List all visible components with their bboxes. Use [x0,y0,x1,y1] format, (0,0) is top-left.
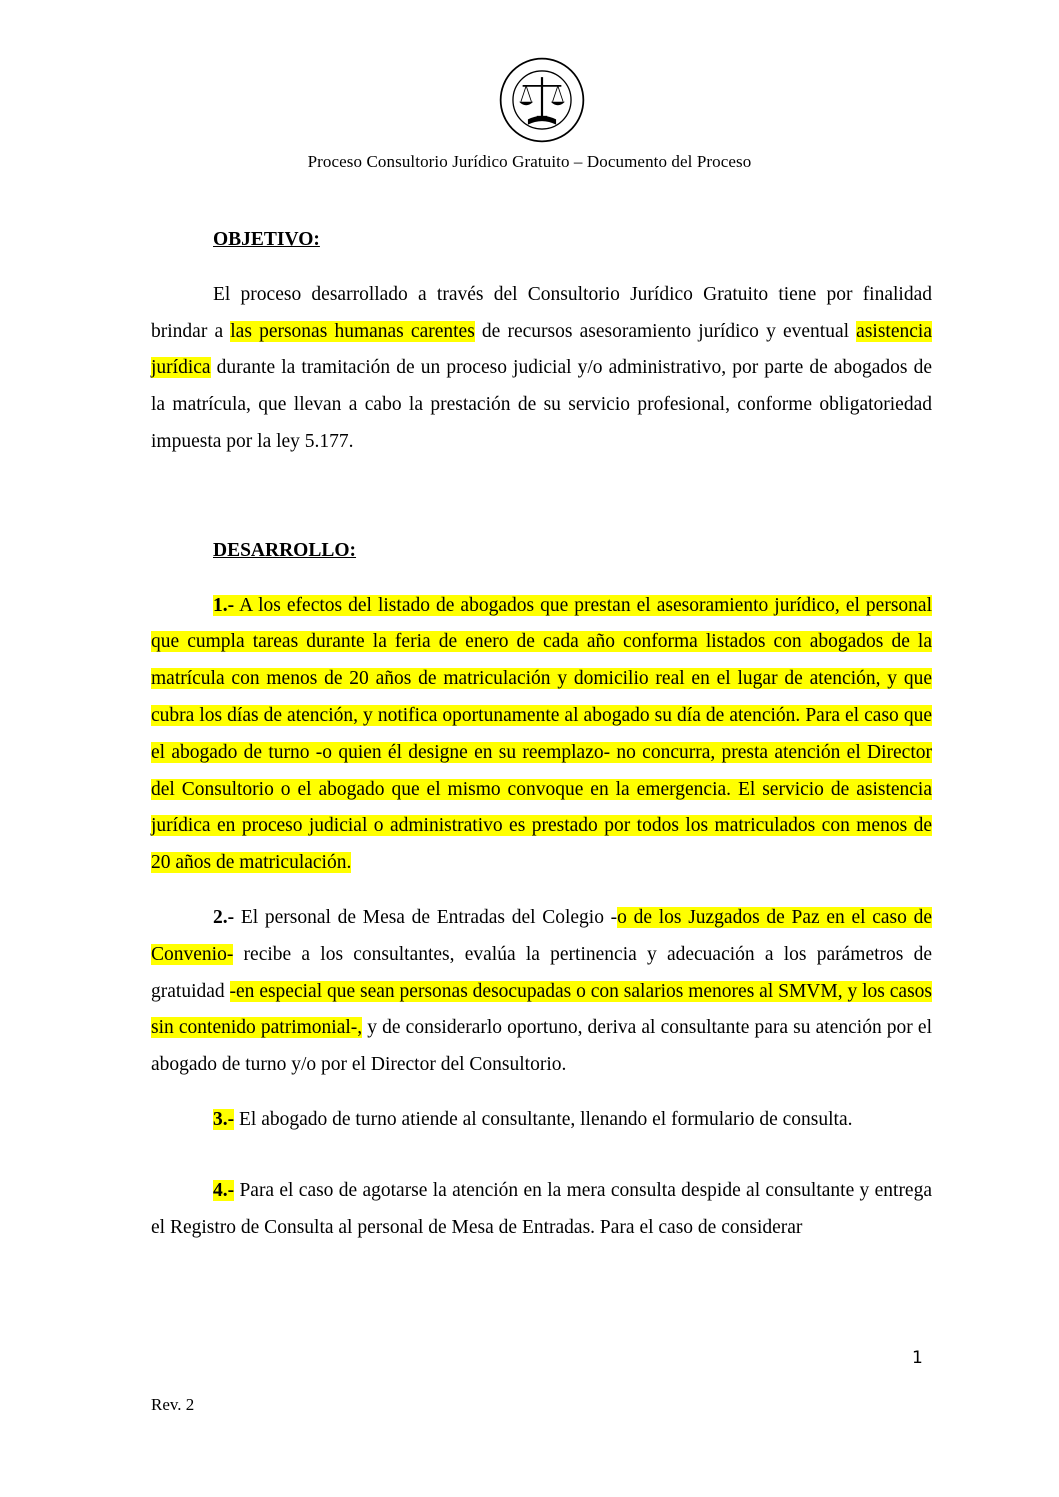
desarrollo-item-4: 4.- Para el caso de agotarse la atención en la mera consulta despide al consultante y entrega el Registro de Consulta al personal de Mesa de Entradas. Para el caso de considerar [151,1179,932,1238]
desarrollo-item-2: 2.- El personal de Mesa de Entradas del Colegio -o de los Juzgados de Paz en el caso de Convenio- recibe a los consultantes, evalúa la pertinencia y adecuación a los parámetros de gratuidad -en especial que sean personas desocupadas o con salarios menores al SMVM, y los casos sin contenido patrimonial-, y de considerarlo oportuno, deriva al consultante para su atención por el abogado de turno y/o por el Director del Consultorio. [151,906,933,1076]
document-body [151,222,932,1246]
highlight: asistencia jurídica [151,320,932,379]
objetivo-paragraph: El proceso desarrollado a través del Consultorio Jurídico Gratuito tiene por finalidad brindar a las personas humanas carentes de recursos asesoramiento jurídico y eventual asistencia jurídica durante la tramitación de un proceso judicial y/o administrativo, por parte de abogados de la matrícula, que llevan a cabo la prestación de su servicio profesional, conforme obligatoriedad impuesta por la ley 5.177. [151,283,932,452]
highlight: o de los Juzgados de Paz en el caso de Convenio- [151,906,932,965]
desarrollo-item-3: 3.- El abogado de turno atiende al consultante, llenando el formulario de consulta. [213,1108,853,1130]
desarrollo-item-1: 1.- A los efectos del listado de abogados que prestan el asesoramiento jurídico, el personal que cumpla tareas durante la feria de enero de cada año conforma listados con abogados de la matrícula con menos de 20 años de matriculación y domicilio real en el lugar de atención, y que cubra los días de atención, y notifica oportunamente al abogado su día de atención. Para el caso que el abogado de turno -o quien él designe en su reemplazo- no concurra, presta atención el Director del Consultorio o el abogado que el mismo convoque en la emergencia. El servicio de asistencia jurídica en proceso judicial o administrativo es prestado por todos los matriculados con menos de 20 años de matriculación. [151,594,932,874]
section-heading-objetivo: OBJETIVO: [213,229,320,250]
revision-label: Rev. 2 [151,1395,195,1414]
highlight: -en especial que sean personas desocupadas o con salarios menores al SMVM, y los casos sin contenido patrimonial-, [151,980,933,1039]
page-number: 1 [912,1348,923,1368]
seal-logo [498,56,586,144]
document-header: Proceso Consultorio Jurídico Gratuito – Documento del Proceso [307,152,752,171]
highlight: las personas humanas carentes [230,320,475,342]
section-heading-desarrollo: DESARROLLO: [213,539,357,561]
